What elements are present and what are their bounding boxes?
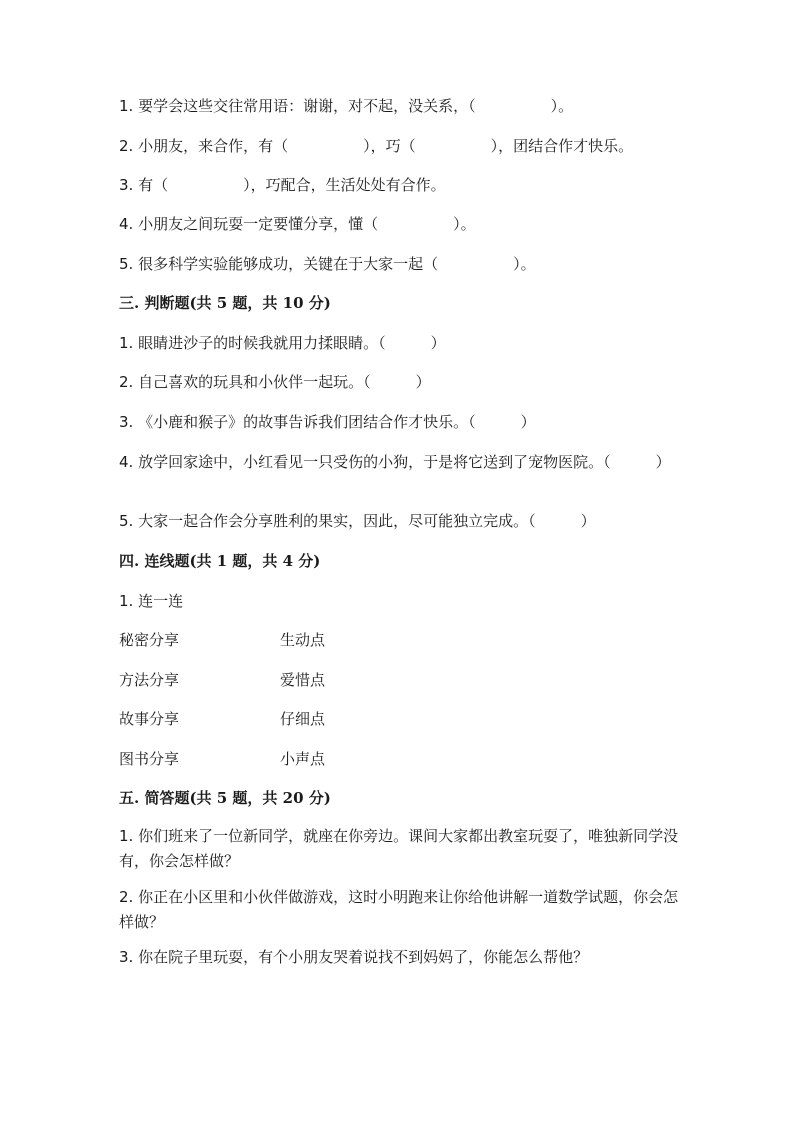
section-heading-matching: 四. 连线题(共 1 题，共 4 分) bbox=[119, 552, 321, 570]
matching-left-item: 秘密分享 bbox=[119, 631, 180, 649]
judgement-question-5: 5. 大家一起合作会分享胜利的果实，因此，尽可能独立完成。（ ） bbox=[119, 512, 596, 530]
judgement-question-2: 2. 自己喜欢的玩具和小伙伴一起玩。（ ） bbox=[119, 373, 431, 391]
matching-right-item: 生动点 bbox=[280, 631, 326, 649]
section-heading-judgement: 三. 判断题(共 5 题，共 10 分) bbox=[119, 294, 331, 312]
judgement-question-4: 4. 放学回家途中，小红看见一只受伤的小狗，于是将它送到了宠物医院。（ ） bbox=[119, 453, 671, 471]
section-heading-short-answer: 五. 简答题(共 5 题，共 20 分) bbox=[119, 789, 331, 807]
matching-right-item: 小声点 bbox=[280, 750, 326, 768]
judgement-question-1: 1. 眼睛进沙子的时候我就用力揉眼睛。（ ） bbox=[119, 334, 446, 352]
fill-blank-question-3: 3. 有（ ），巧配合，生活处处有合作。 bbox=[119, 176, 446, 194]
fill-blank-question-4: 4. 小朋友之间玩耍一定要懂分享，懂（ ）。 bbox=[119, 215, 476, 233]
judgement-question-3: 3. 《小鹿和猴子》的故事告诉我们团结合作才快乐。（ ） bbox=[119, 413, 536, 431]
fill-blank-question-1: 1. 要学会这些交往常用语：谢谢，对不起，没关系，（ ）。 bbox=[119, 97, 574, 115]
matching-right-item: 爱惜点 bbox=[280, 671, 326, 689]
short-answer-question-2: 2. 你正在小区里和小伙伴做游戏，这时小明跑来让你给他讲解一道数学试题，你会怎样做？ bbox=[119, 888, 679, 931]
matching-left-item: 图书分享 bbox=[119, 750, 180, 768]
short-answer-question-3: 3. 你在院子里玩耍，有个小朋友哭着说找不到妈妈了，你能怎么帮他？ bbox=[119, 948, 589, 966]
matching-left-item: 方法分享 bbox=[119, 671, 180, 689]
matching-question: 1. 连一连 bbox=[119, 592, 184, 610]
matching-right-item: 仔细点 bbox=[280, 710, 326, 728]
fill-blank-question-2: 2. 小朋友，来合作，有（ ），巧（ ），团结合作才快乐。 bbox=[119, 137, 634, 155]
fill-blank-question-5: 5. 很多科学实验能够成功，关键在于大家一起（ ）。 bbox=[119, 255, 536, 273]
matching-left-item: 故事分享 bbox=[119, 710, 180, 728]
short-answer-question-1: 1. 你们班来了一位新同学，就座在你旁边。课间大家都出教室玩耍了，唯独新同学没有，你会怎样做？ bbox=[119, 827, 679, 870]
